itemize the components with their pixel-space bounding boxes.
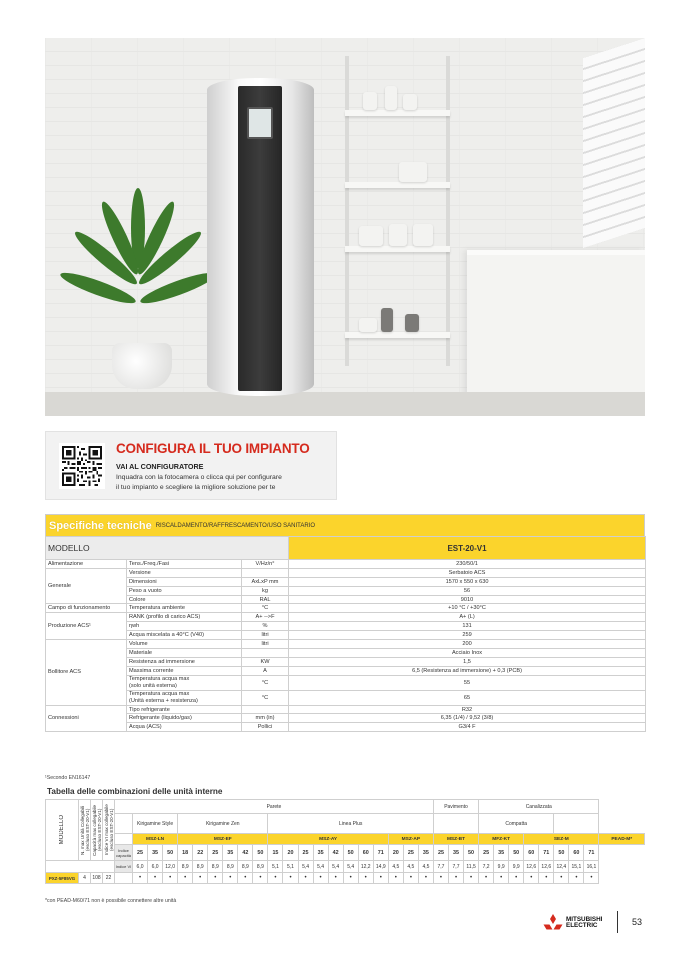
spec-value: 56 (289, 586, 646, 595)
combo-model-label: MODELLO (58, 815, 65, 845)
model-label: MODELLO (46, 537, 289, 560)
vi-value: 8,9 (238, 861, 253, 873)
compatible-dot: • (343, 873, 358, 884)
spec-unit (242, 705, 289, 714)
spec-param: Acqua (ACS) (127, 723, 242, 732)
spec-value: G3/4 F (289, 723, 646, 732)
configurator-box (45, 431, 337, 500)
spec-unit: kg (242, 586, 289, 595)
spec-unit: A+ -->F (242, 613, 289, 622)
spec-value: 9010 (289, 595, 646, 604)
spec-value: Acciaio Inox (289, 648, 646, 657)
vi-value: 5,4 (343, 861, 358, 873)
combo-series-row (46, 834, 645, 845)
spec-row (46, 577, 646, 586)
combo-blank (433, 814, 478, 834)
compatible-dot: • (373, 873, 388, 884)
spec-table (45, 536, 646, 732)
vi-value: 15,1 (569, 861, 584, 873)
page-number: 53 (632, 917, 643, 927)
capacity-value: 71 (539, 845, 554, 861)
spec-row (46, 613, 646, 622)
compatible-dot: • (539, 873, 554, 884)
spec-unit: Pollici (242, 723, 289, 732)
spec-param: Temperatura acqua max (Unità esterna + resistenza) (127, 690, 242, 705)
capacity-value: 60 (569, 845, 584, 861)
compatible-dot: • (433, 873, 448, 884)
mitsubishi-logo (543, 914, 602, 932)
compatible-dot: • (313, 873, 328, 884)
spec-category: Connessioni (46, 705, 127, 732)
spec-value: 55 (289, 675, 646, 690)
spec-param: Resistenza ad immersione (127, 657, 242, 666)
compatible-dot: • (298, 873, 313, 884)
spec-unit: V/Hz/n° (242, 560, 289, 569)
spec-footnote: ¹Secondo EN16147 (45, 775, 91, 781)
vi-value: 5,1 (268, 861, 283, 873)
combo-col_a-header (79, 800, 91, 861)
series-header: MSZ-BT (433, 834, 478, 845)
capacity-value: 25 (403, 845, 418, 861)
vi-value: 5,4 (298, 861, 313, 873)
spec-row (46, 560, 646, 569)
spec-title: Specifiche tecniche (49, 519, 152, 532)
series-header: PEAD-M* (599, 834, 645, 845)
combo-blank (554, 814, 599, 834)
combo-col_b-header (91, 800, 103, 861)
combo-group-row (46, 800, 645, 814)
bathroom-counter (467, 250, 645, 412)
compatible-dot: • (238, 873, 253, 884)
spec-row (46, 604, 646, 613)
capacity-value: 35 (448, 845, 463, 861)
compatible-dot: • (388, 873, 403, 884)
vi-value: 7,7 (433, 861, 448, 873)
vi-value: 8,9 (208, 861, 223, 873)
control-panel (247, 107, 273, 139)
spec-param: Tens./Freq./Fasi (127, 560, 242, 569)
spec-param: RANK (profilo di carico ACS) (127, 613, 242, 622)
vi-value: 5,1 (283, 861, 298, 873)
spec-unit: % (242, 622, 289, 631)
capacity-value: 50 (253, 845, 268, 861)
compatible-dot: • (223, 873, 238, 884)
compatible-dot: • (403, 873, 418, 884)
compatible-dot: • (569, 873, 584, 884)
spec-param: Materiale (127, 648, 242, 657)
model-row (46, 537, 646, 560)
spec-unit: A (242, 666, 289, 675)
spec-value: 6,35 (1/4) / 9,52 (3/8) (289, 714, 646, 723)
spec-value: Serbatoio ACS (289, 568, 646, 577)
spec-param: Volume (127, 640, 242, 649)
vi-label: Indice VI (115, 861, 133, 873)
three-diamonds-icon (543, 914, 563, 932)
compatible-dot: • (554, 873, 569, 884)
capacity-value: 35 (223, 845, 238, 861)
spec-row (46, 675, 646, 690)
compatible-dot: • (283, 873, 298, 884)
spec-value: 200 (289, 640, 646, 649)
subgroup-compatta: Compatta (479, 814, 554, 834)
spec-category: Generale (46, 568, 127, 604)
capacity-value: 42 (238, 845, 253, 861)
plant-pot (112, 343, 172, 389)
spec-category: Bollitore ACS (46, 640, 127, 706)
compatible-dot: • (253, 873, 268, 884)
series-header: MSZ-LN (133, 834, 178, 845)
vi-value: 7,2 (479, 861, 494, 873)
vi-value: 4,5 (388, 861, 403, 873)
compatible-dot: • (584, 873, 599, 884)
spec-subtitle: RISCALDAMENTO/RAFFRESCAMENTO/USO SANITARIO (155, 522, 316, 529)
brand-line-1: MITSUBISHI (566, 915, 603, 923)
spec-value: 1570 x 550 x 630 (289, 577, 646, 586)
model-value: EST-20-V1 (289, 537, 646, 560)
vi-value: 7,7 (448, 861, 463, 873)
capacity-value: 60 (524, 845, 539, 861)
capacity-value: 25 (479, 845, 494, 861)
combo-model-header (46, 800, 79, 861)
compatible-dot: • (479, 873, 494, 884)
capacity-value: 18 (178, 845, 193, 861)
capacity-label: Indice capacità (115, 845, 133, 861)
compatible-dot: • (464, 873, 479, 884)
capacity-value: 20 (283, 845, 298, 861)
combo-capacity-row (46, 845, 645, 861)
vi-value: 9,9 (494, 861, 509, 873)
spec-param: Massima corrente (127, 666, 242, 675)
vi-value: 8,9 (223, 861, 238, 873)
spec-param: Temperatura ambiente (127, 604, 242, 613)
capacity-value: 42 (328, 845, 343, 861)
compatible-dot: • (418, 873, 433, 884)
compatible-dot: • (133, 873, 148, 884)
spec-unit (242, 568, 289, 577)
spec-param: Temperatura acqua max (solo unità esterna) (127, 675, 242, 690)
spec-unit: °C (242, 690, 289, 705)
combo-vi-row (46, 861, 645, 873)
spec-category: Produzione ACS¹ (46, 613, 127, 640)
vi-value: 14,9 (373, 861, 388, 873)
spec-param: ηwh (127, 622, 242, 631)
spec-value: 259 (289, 631, 646, 640)
compatible-dot: • (328, 873, 343, 884)
unit-max-capacity: 108 (91, 873, 103, 884)
vi-value: 12,4 (554, 861, 569, 873)
combo-col_b-label: Capacità max collegabile (escluso EST-20-V1) (91, 804, 102, 856)
spec-param: Refrigerante (liquido/gas) (127, 714, 242, 723)
spec-param: Peso a vuoto (127, 586, 242, 595)
capacity-value: 50 (464, 845, 479, 861)
subgroup-linea-plus: Linea Plus (268, 814, 434, 834)
combo-blank (46, 861, 115, 873)
vi-value: 8,9 (193, 861, 208, 873)
capacity-value: 50 (163, 845, 178, 861)
capacity-value: 35 (148, 845, 163, 861)
capacity-value: 35 (418, 845, 433, 861)
spec-row (46, 631, 646, 640)
spec-value: A+ (L) (289, 613, 646, 622)
combo-table (45, 799, 645, 884)
compatible-dot: • (509, 873, 524, 884)
capacity-value: 50 (343, 845, 358, 861)
spec-value: 6,5 (Resistenza ad immersione) + 0,3 (PCB) (289, 666, 646, 675)
vi-value: 12,2 (358, 861, 373, 873)
capacity-value: 35 (494, 845, 509, 861)
brand-line-2: ELECTRIC (566, 922, 598, 929)
vi-value: 9,9 (509, 861, 524, 873)
vi-value: 5,4 (313, 861, 328, 873)
spec-row (46, 666, 646, 675)
unit-model: PXZ-5F85VG (46, 873, 79, 884)
combo-col_a-label: N. max Unità Collegabili (escluso EST-20-V1) (79, 805, 90, 855)
vi-value: 12,6 (524, 861, 539, 873)
combo-title: Tabella delle combinazioni delle unità interne (47, 787, 223, 796)
configurator-text: Inquadra con la fotocamera o clicca qui per configurare il tuo impianto e scegliere la migliore soluzione per te (116, 474, 282, 491)
spec-category: Campo di funzionamento (46, 604, 127, 613)
vi-value: 5,4 (328, 861, 343, 873)
subgroup-kirigamine-style: Kirigamine Style (133, 814, 178, 834)
compatible-dot: • (494, 873, 509, 884)
series-header: MSZ-EF (178, 834, 268, 845)
capacity-value: 60 (358, 845, 373, 861)
spec-param: Dimensioni (127, 577, 242, 586)
group-canalizzata: Canalizzata (479, 800, 599, 814)
vi-value: 6,0 (133, 861, 148, 873)
compatible-dot: • (178, 873, 193, 884)
combo-col_c-label: Indice VI max collegabile (escluso EST-20-V1) (103, 804, 114, 856)
subgroup-kirigamine-zen: Kirigamine Zen (178, 814, 268, 834)
spec-row (46, 648, 646, 657)
spec-value: R32 (289, 705, 646, 714)
spec-unit: litri (242, 631, 289, 640)
capacity-value: 50 (509, 845, 524, 861)
vi-value: 12,6 (539, 861, 554, 873)
configurator-link[interactable]: VAI AL CONFIGURATORE (116, 462, 204, 471)
series-header: MFZ-KT (479, 834, 524, 845)
combo-blank (115, 834, 133, 845)
unit-max-vi: 22 (103, 873, 115, 884)
spec-param: Versione (127, 568, 242, 577)
combo-col_c-header (103, 800, 115, 861)
spec-row (46, 622, 646, 631)
vi-value: 16,1 (584, 861, 599, 873)
spec-param: Tipo refrigerante (127, 705, 242, 714)
vi-value: 6,0 (148, 861, 163, 873)
capacity-value: 22 (193, 845, 208, 861)
spec-row (46, 714, 646, 723)
compatible-dot: • (448, 873, 463, 884)
spec-header (45, 514, 645, 536)
spec-param: Colore (127, 595, 242, 604)
spec-unit: KW (242, 657, 289, 666)
capacity-value: 71 (373, 845, 388, 861)
spec-row (46, 595, 646, 604)
spec-value: 131 (289, 622, 646, 631)
series-header: MSZ-AY (268, 834, 388, 845)
combo-footnote: *con PEAD-M60/71 non è possibile connettere altre unità (45, 898, 177, 904)
compatible-dot: • (148, 873, 163, 884)
spec-row (46, 705, 646, 714)
unit-max-units: 4 (79, 873, 91, 884)
vi-value: 4,5 (418, 861, 433, 873)
combo-subgroup-row (46, 814, 645, 834)
window-blinds (583, 38, 645, 248)
plant (83, 188, 193, 348)
group-pavimento: Pavimento (433, 800, 478, 814)
capacity-value: 25 (208, 845, 223, 861)
vi-value: 4,5 (403, 861, 418, 873)
spec-row (46, 723, 646, 732)
spec-unit: °C (242, 604, 289, 613)
spec-row (46, 640, 646, 649)
capacity-value: 25 (298, 845, 313, 861)
compatible-dot: • (193, 873, 208, 884)
capacity-value: 25 (433, 845, 448, 861)
capacity-value: 35 (313, 845, 328, 861)
spec-unit: °C (242, 675, 289, 690)
spec-value: +10 °C / +30°C (289, 604, 646, 613)
group-parete: Parete (115, 800, 434, 814)
vi-value: 8,9 (178, 861, 193, 873)
series-header: MSZ-AP (388, 834, 433, 845)
qr-code[interactable] (59, 443, 105, 489)
series-header: SEZ-M (524, 834, 599, 845)
combo-unit-row (46, 873, 645, 884)
spec-row (46, 586, 646, 595)
spec-param: Acqua miscelata a 40°C (V40) (127, 631, 242, 640)
compatible-dot: • (163, 873, 178, 884)
combo-blank (115, 873, 133, 884)
compatible-dot: • (358, 873, 373, 884)
configurator-title: CONFIGURA IL TUO IMPIANTO (116, 441, 310, 456)
spec-unit: RAL (242, 595, 289, 604)
spec-unit: AxLxP mm (242, 577, 289, 586)
spec-value: 1,5 (289, 657, 646, 666)
spec-value: 65 (289, 690, 646, 705)
vi-value: 12,0 (163, 861, 178, 873)
shelf-unit (345, 56, 450, 366)
spec-unit: litri (242, 640, 289, 649)
spec-row (46, 657, 646, 666)
heat-pump-water-heater (207, 78, 314, 396)
spec-section (45, 514, 645, 732)
compatible-dot: • (208, 873, 223, 884)
spec-row (46, 568, 646, 577)
spec-value: 230/50/1 (289, 560, 646, 569)
capacity-value: 20 (388, 845, 403, 861)
product-photo (45, 38, 645, 416)
vi-value: 11,5 (464, 861, 479, 873)
spec-category: Alimentazione (46, 560, 127, 569)
capacity-value: 50 (554, 845, 569, 861)
capacity-value: 25 (133, 845, 148, 861)
capacity-value: 71 (584, 845, 599, 861)
spec-unit (242, 648, 289, 657)
combo-blank (115, 814, 133, 834)
vi-value: 8,9 (253, 861, 268, 873)
spec-row (46, 690, 646, 705)
capacity-value: 15 (268, 845, 283, 861)
spec-unit: mm (in) (242, 714, 289, 723)
compatible-dot: • (524, 873, 539, 884)
compatible-dot: • (268, 873, 283, 884)
